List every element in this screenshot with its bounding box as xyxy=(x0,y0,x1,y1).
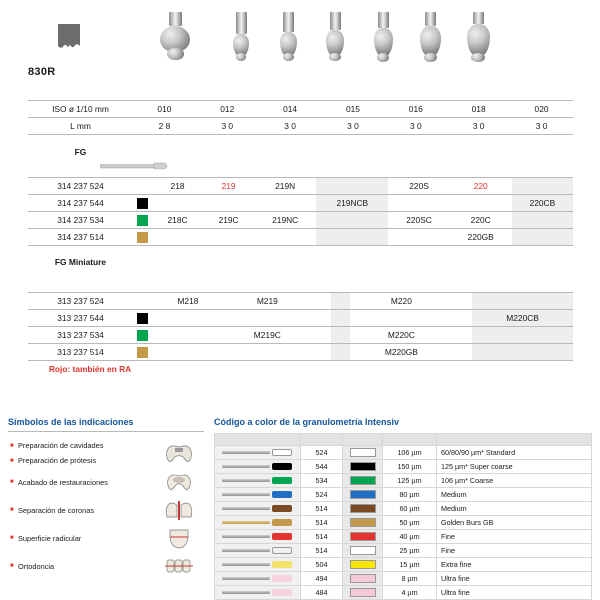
grit-color-swatch xyxy=(343,544,383,558)
indications-title: Símbolos de las indicaciones xyxy=(8,417,134,427)
ref-cell xyxy=(311,327,331,344)
ref-cell xyxy=(311,344,331,361)
grit-color-swatch xyxy=(343,460,383,474)
table-row-fg xyxy=(28,135,573,169)
table-row xyxy=(215,460,592,474)
table-row xyxy=(28,212,573,229)
bur-head xyxy=(218,12,264,61)
root-surface-icon xyxy=(160,524,204,552)
list-item xyxy=(8,496,204,524)
row-label: L mm xyxy=(28,118,133,135)
grit-color-swatch xyxy=(343,530,383,544)
ref-cell xyxy=(452,327,472,344)
ref-cell: 218C xyxy=(152,212,203,229)
fg-miniature-illustration-cell xyxy=(152,246,573,278)
crown-separation-icon xyxy=(160,496,204,524)
grit-color-swatch xyxy=(343,516,383,530)
ref-number: 313 237 524 xyxy=(28,293,133,310)
table-header-row xyxy=(215,434,592,446)
bur-head xyxy=(152,12,198,60)
ref-number: 313 237 544 xyxy=(28,310,133,327)
iso-value: 020 xyxy=(510,101,573,118)
grit-size: 150 µm xyxy=(383,460,437,474)
length-value: 3 0 xyxy=(322,118,385,135)
th-note xyxy=(437,434,592,446)
spec-table xyxy=(28,100,573,169)
grit-size: 80 µm xyxy=(383,488,437,502)
ref-cell xyxy=(452,310,472,327)
grit-code: 494 xyxy=(301,572,343,586)
ref-cell xyxy=(203,195,254,212)
bullet-icon: ■ xyxy=(10,535,14,541)
list-item xyxy=(8,438,204,453)
grit-swatch xyxy=(133,344,152,361)
ref-cell xyxy=(152,195,203,212)
indication-label: Ortodoncia xyxy=(18,561,55,571)
bur-head xyxy=(360,12,406,62)
grit-swatch xyxy=(133,310,152,327)
length-value: 3 0 xyxy=(384,118,447,135)
grit-size: 4 µm xyxy=(383,586,437,600)
grit-color-swatch xyxy=(343,488,383,502)
ref-cell: M220 xyxy=(350,293,452,310)
ref-cell: 219NC xyxy=(254,212,316,229)
ref-cell: M218 xyxy=(152,293,224,310)
iso-value: 015 xyxy=(322,101,385,118)
grit-color-swatch xyxy=(343,502,383,516)
indication-label: Preparación de cavidades xyxy=(18,441,104,450)
ref-cell: 219 xyxy=(203,178,254,195)
grit-note: Medium xyxy=(437,488,592,502)
grit-color-swatch xyxy=(343,586,383,600)
length-value: 3 0 xyxy=(447,118,510,135)
bur-swatch-illustration xyxy=(215,460,301,474)
ref-cell xyxy=(254,229,316,246)
list-item xyxy=(8,524,204,552)
th-bur xyxy=(215,434,301,446)
grit-note: Extra fine xyxy=(437,558,592,572)
ref-cell: 220S xyxy=(388,178,449,195)
grit-color-swatch xyxy=(343,446,383,460)
ref-cell xyxy=(224,344,311,361)
table-row xyxy=(215,516,592,530)
fg-reference-table xyxy=(28,177,573,278)
ref-cell xyxy=(311,293,331,310)
table-row xyxy=(28,344,573,361)
bullet-icon: ■ xyxy=(10,457,14,464)
ref-number: 314 237 514 xyxy=(28,229,133,246)
ref-cell xyxy=(472,344,573,361)
iso-value: 014 xyxy=(259,101,322,118)
grit-note: 125 µm* Super coarse xyxy=(437,460,592,474)
grit-color-code-panel xyxy=(214,417,592,600)
grit-color-swatch xyxy=(343,558,383,572)
table-row xyxy=(215,502,592,516)
table-row-footnote xyxy=(28,361,573,378)
length-value: 2 8 xyxy=(133,118,196,135)
orthodontics-icon xyxy=(160,552,204,580)
ref-cell: 219NCB xyxy=(316,195,388,212)
ref-cell xyxy=(472,327,573,344)
ref-cell xyxy=(512,178,573,195)
ref-cell xyxy=(254,195,316,212)
table-row xyxy=(28,178,573,195)
grit-color-swatch xyxy=(343,474,383,488)
grit-code: 514 xyxy=(301,544,343,558)
grit-size: 15 µm xyxy=(383,558,437,572)
bullet-icon: ■ xyxy=(10,563,14,569)
grit-color-swatch xyxy=(343,572,383,586)
bullet-icon: ■ xyxy=(10,442,14,449)
table-row xyxy=(28,229,573,246)
table-row-iso xyxy=(28,101,573,118)
th-code xyxy=(301,434,343,446)
ref-number: 313 237 534 xyxy=(28,327,133,344)
ref-cell xyxy=(472,293,573,310)
ref-cell xyxy=(331,293,351,310)
grit-code: 504 xyxy=(301,558,343,572)
grit-swatch xyxy=(133,327,152,344)
table-row xyxy=(28,310,573,327)
bur-swatch-illustration xyxy=(215,586,301,600)
ref-cell xyxy=(388,229,449,246)
table-row xyxy=(215,572,592,586)
ref-cell xyxy=(331,344,351,361)
length-value: 3 0 xyxy=(196,118,259,135)
indication-label: Acabado de restauraciones xyxy=(18,477,108,487)
iso-value: 010 xyxy=(133,101,196,118)
grit-note: Fine xyxy=(437,544,592,558)
th-size xyxy=(383,434,437,446)
ref-cell: M219 xyxy=(224,293,311,310)
grit-size: 106 µm xyxy=(383,446,437,460)
ref-cell xyxy=(203,229,254,246)
length-value: 3 0 xyxy=(259,118,322,135)
indication-label: Separación de coronas xyxy=(18,505,95,515)
footnote-spacer xyxy=(152,361,573,378)
ref-cell xyxy=(316,178,388,195)
product-code: 830R xyxy=(28,66,56,78)
grit-size: 125 µm xyxy=(383,474,437,488)
grit-code: 484 xyxy=(301,586,343,600)
ref-cell xyxy=(316,229,388,246)
ref-number: 314 237 534 xyxy=(28,212,133,229)
grit-size: 8 µm xyxy=(383,572,437,586)
ref-cell xyxy=(452,293,472,310)
bur-swatch-illustration xyxy=(215,474,301,488)
ref-cell xyxy=(331,327,351,344)
grit-size: 40 µm xyxy=(383,530,437,544)
ref-cell: 220SC xyxy=(388,212,449,229)
grit-code: 544 xyxy=(301,460,343,474)
row-label-fg: FG xyxy=(28,135,133,169)
table-row-fg-miniature xyxy=(28,246,573,278)
grit-panel-title: Código a color de la granulometría Intensiv xyxy=(214,417,400,427)
ref-cell: 218 xyxy=(152,178,203,195)
ra-reference-table xyxy=(28,292,573,378)
spacer-cell xyxy=(133,246,152,278)
restoration-finishing-icon xyxy=(160,468,204,496)
bur-swatch-illustration xyxy=(215,572,301,586)
iso-value: 012 xyxy=(196,101,259,118)
ref-cell xyxy=(350,310,452,327)
grit-note: Medium xyxy=(437,502,592,516)
ref-cell xyxy=(311,310,331,327)
grit-size: 60 µm xyxy=(383,502,437,516)
indications-panel xyxy=(8,417,204,580)
table-row xyxy=(215,530,592,544)
grit-code: 514 xyxy=(301,530,343,544)
table-row xyxy=(215,446,592,460)
ref-cell xyxy=(512,212,573,229)
bur-head xyxy=(407,12,453,62)
iso-value: 016 xyxy=(384,101,447,118)
ref-cell xyxy=(450,195,512,212)
bur-swatch-illustration xyxy=(215,558,301,572)
ref-cell: 219N xyxy=(254,178,316,195)
ref-cell xyxy=(331,310,351,327)
bur-head xyxy=(265,12,311,61)
grit-code: 534 xyxy=(301,474,343,488)
ref-cell xyxy=(452,344,472,361)
ref-number: 314 237 524 xyxy=(28,178,133,195)
table-row xyxy=(215,544,592,558)
ref-cell xyxy=(152,327,224,344)
indication-label: Preparación de prótesis xyxy=(18,456,97,465)
ref-cell xyxy=(316,212,388,229)
bur-swatch-illustration xyxy=(215,502,301,516)
ref-cell xyxy=(152,229,203,246)
table-row-length xyxy=(28,118,573,135)
ref-cell: M220CB xyxy=(472,310,573,327)
table-row xyxy=(215,474,592,488)
grit-size: 25 µm xyxy=(383,544,437,558)
grit-swatch xyxy=(133,229,152,246)
grit-note: Fine xyxy=(437,530,592,544)
grit-note: 106 µm* Coarse xyxy=(437,474,592,488)
ref-cell: 220CB xyxy=(512,195,573,212)
cavity-prep-icon xyxy=(160,438,204,468)
fg-illustration-cell xyxy=(133,135,573,169)
grit-color-table xyxy=(214,433,592,600)
grit-note: Golden Burs GB xyxy=(437,516,592,530)
th-swatch xyxy=(343,434,383,446)
table-row xyxy=(28,293,573,310)
bur-swatch-illustration xyxy=(215,516,301,530)
ref-cell xyxy=(512,229,573,246)
grit-note: Ultra fine xyxy=(437,586,592,600)
table-row xyxy=(215,558,592,572)
table-row xyxy=(215,488,592,502)
grit-code: 524 xyxy=(301,488,343,502)
list-item xyxy=(8,468,204,496)
bur-head xyxy=(455,12,501,62)
footnote-text: Rojo: también en RA xyxy=(28,361,152,378)
grit-size: 50 µm xyxy=(383,516,437,530)
indications-table xyxy=(8,438,204,580)
grit-code: 514 xyxy=(301,502,343,516)
row-label-fg-miniature: FG Miniature xyxy=(28,246,133,278)
length-value: 3 0 xyxy=(510,118,573,135)
ref-cell: 220C xyxy=(450,212,512,229)
bur-swatch-illustration xyxy=(215,446,301,460)
ref-cell: 219C xyxy=(203,212,254,229)
table-row xyxy=(28,195,573,212)
bur-head xyxy=(312,12,358,61)
table-row xyxy=(28,327,573,344)
row-label: ISO ø 1/10 mm xyxy=(28,101,133,118)
grit-note: Ultra fine xyxy=(437,572,592,586)
iso-value: 018 xyxy=(447,101,510,118)
ref-number: 314 237 544 xyxy=(28,195,133,212)
ref-cell: M219C xyxy=(224,327,311,344)
bur-swatch-illustration xyxy=(215,488,301,502)
bullet-icon: ■ xyxy=(10,479,14,485)
bur-swatch-illustration xyxy=(215,530,301,544)
ref-cell: 220GB xyxy=(450,229,512,246)
ref-cell xyxy=(388,195,449,212)
grit-code: 514 xyxy=(301,516,343,530)
grit-swatch xyxy=(133,212,152,229)
grit-code: 524 xyxy=(301,446,343,460)
ref-cell: 220 xyxy=(450,178,512,195)
grit-swatch xyxy=(133,178,152,195)
grit-note: 60/80/90 µm* Standard xyxy=(437,446,592,460)
bur-head-row xyxy=(0,0,600,95)
list-item xyxy=(8,552,204,580)
bur-swatch-illustration xyxy=(215,544,301,558)
table-row xyxy=(215,586,592,600)
grit-swatch xyxy=(133,195,152,212)
indication-label: Superficie radicular xyxy=(18,533,82,543)
ref-cell xyxy=(224,310,311,327)
ref-cell: M220GB xyxy=(350,344,452,361)
bullet-icon: ■ xyxy=(10,507,14,513)
ref-cell xyxy=(152,310,224,327)
ref-number: 313 237 514 xyxy=(28,344,133,361)
ref-cell: M220C xyxy=(350,327,452,344)
ref-cell xyxy=(152,344,224,361)
grit-swatch xyxy=(133,293,152,310)
